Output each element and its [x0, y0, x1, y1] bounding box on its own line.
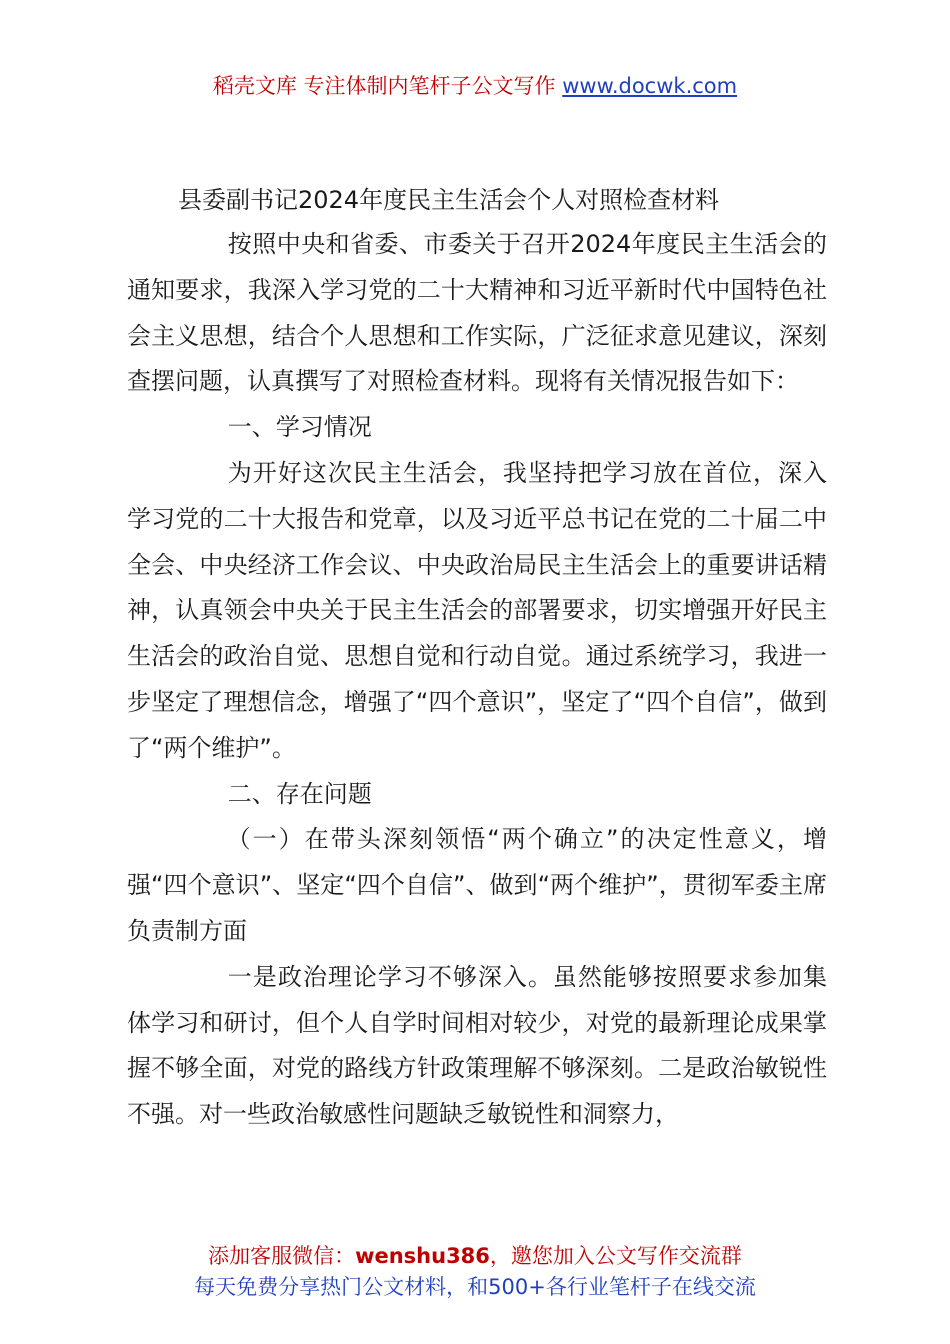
footer-line-1: [0, 1241, 950, 1272]
page-header: [0, 70, 950, 100]
footer-suffix: ，邀您加入公文写作交流群: [489, 1244, 742, 1268]
header-url-link[interactable]: www.docwk.com: [562, 74, 738, 98]
paragraph-problems-1: 一是政治理论学习不够深入。虽然能够按照要求参加集体学习和研讨，但个人自学时间相对较少，对党的最新理论成果掌握不够全面，对党的路线方针政策理解不够深刻。二是政治敏锐性不强。对一些政治敏感性问题缺乏敏锐性和洞察力，: [127, 962, 827, 1129]
page-footer: [0, 1241, 950, 1303]
header-brand: 稻壳文库 专注体制内笔杆子公文写作: [212, 74, 563, 98]
paragraph-intro: 按照中央和省委、市委关于召开2024年度民主生活会的通知要求，我深入学习党的二十大精神和习近平新时代中国特色社会主义思想，结合个人思想和工作实际，广泛征求意见建议，深刻查摆问题，认真撰写了对照检查材料。现将有关情况报告如下：: [127, 230, 827, 396]
section-heading-problems: 二、存在问题: [227, 779, 372, 808]
document-title: 县委副书记2024年度民主生活会个人对照检查材料: [178, 186, 720, 214]
footer-line-2: 每天免费分享热门公文材料，和500+各行业笔杆子在线交流: [194, 1275, 756, 1299]
footer-wechat-id: wenshu386: [355, 1244, 490, 1268]
paragraph-study: 为开好这次民主生活会，我坚持把学习放在首位，深入学习党的二十大报告和党章，以及习近平总书记在党的二十届二中全会、中央经济工作会议、中央政治局民主生活会上的重要讲话精神，认真领会中央关于民主生活会的部署要求，切实增强开好民主生活会的政治自觉、思想自觉和行动自觉。通过系统学习，我进一步坚定了理想信念，增强了“四个意识”，坚定了“四个自信”，做到了“两个维护”。: [127, 458, 827, 762]
document-body: [127, 222, 827, 1138]
subsection-heading-1: （一）在带头深刻领悟“两个确立”的决定性意义，增强“四个意识”、坚定“四个自信”、做到“两个维护”，贯彻军委主席负责制方面: [127, 825, 827, 945]
section-heading-study: 一、学习情况: [227, 413, 372, 442]
footer-prefix: 添加客服微信：: [208, 1244, 356, 1268]
